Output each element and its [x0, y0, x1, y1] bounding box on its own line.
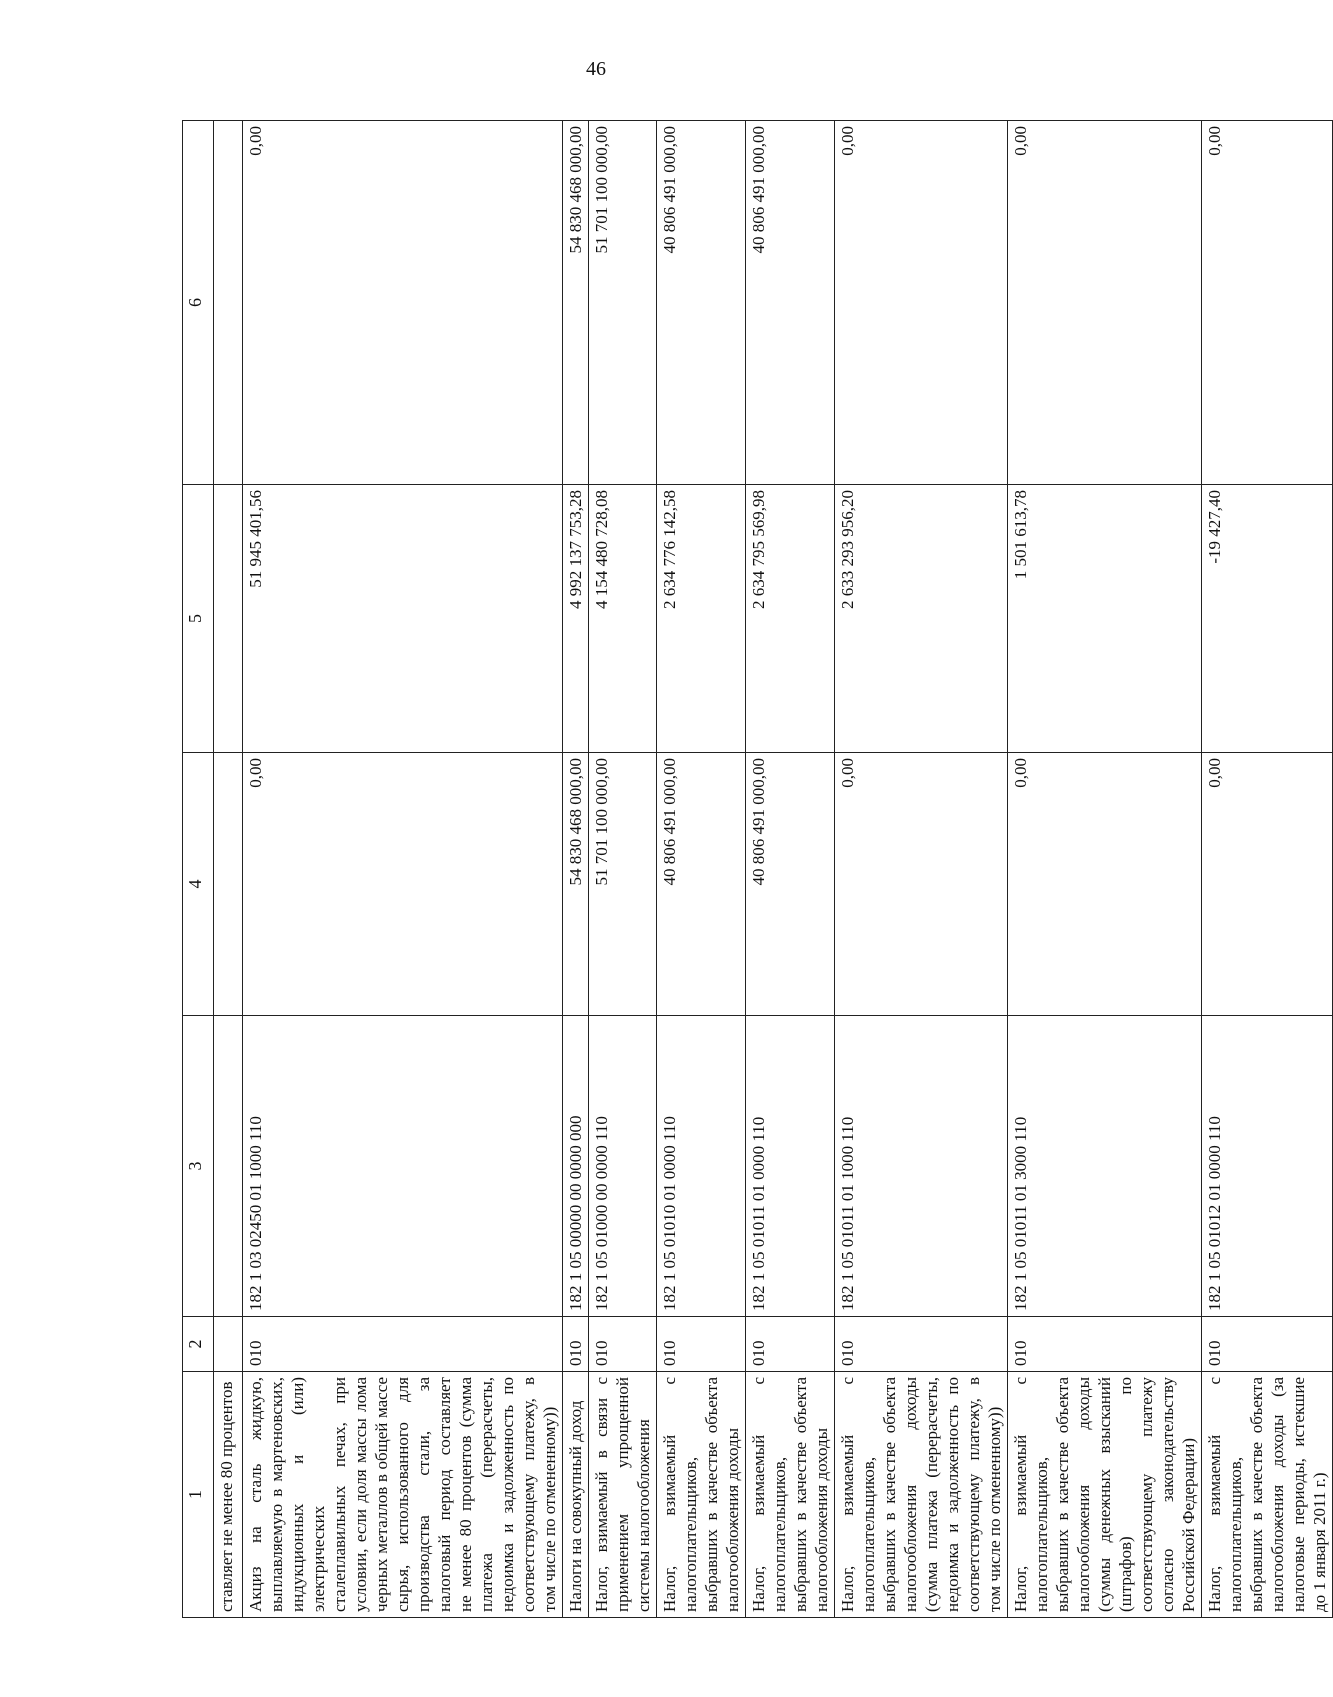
line-code: 010 — [589, 1317, 657, 1372]
empty-cell — [214, 1016, 243, 1317]
revenue-table — [182, 120, 1333, 1618]
income-name: Акциз на сталь жидкую, выплавляемую в мартеновских, индукционных и (или) электрических сталеплавильных печах, при условии, если доля массы лома черных металлов в общей массе сырья, использованного для производства стали, за налоговый период составляет не менее 80 процентов (сумма платежа (перерасчеты, недоимка и задолженность по соответствующему платежу, в том числе по отмененному)) — [243, 1372, 563, 1618]
budget-classification-code: 182 1 05 01012 01 0000 110 — [1202, 1016, 1333, 1317]
col4-value: 54 830 468 000,00 — [563, 753, 589, 1016]
col4-value: 40 806 491 000,00 — [657, 753, 746, 1016]
col5-value: 2 634 776 142,58 — [657, 485, 746, 753]
col6-value: 51 701 100 000,00 — [589, 121, 657, 485]
column-number: 5 — [183, 485, 214, 753]
col4-value: 0,00 — [243, 753, 563, 1016]
col5-value: 1 501 613,78 — [1008, 485, 1202, 753]
line-code: 010 — [1202, 1317, 1333, 1372]
column-number: 2 — [183, 1317, 214, 1372]
col6-value: 54 830 468 000,00 — [563, 121, 589, 485]
col6-value: 0,00 — [1202, 121, 1333, 485]
column-number-row — [183, 121, 214, 1618]
income-name: Налог, взимаемый с налогоплательщиков, выбравших в качестве объекта налогообложения доходы — [657, 1372, 746, 1618]
table-row — [746, 121, 835, 1618]
income-name: Налог, взимаемый с налогоплательщиков, выбравших в качестве объекта налогообложения доходы (за налоговые периоды, истекшие до 1 января 2011 г.) — [1202, 1372, 1333, 1618]
line-code: 010 — [243, 1317, 563, 1372]
budget-classification-code: 182 1 05 01000 00 0000 110 — [589, 1016, 657, 1317]
budget-classification-code: 182 1 05 01010 01 0000 110 — [657, 1016, 746, 1317]
line-code: 010 — [1008, 1317, 1202, 1372]
col4-value: 51 701 100 000,00 — [589, 753, 657, 1016]
table-row — [563, 121, 589, 1618]
table-row — [657, 121, 746, 1618]
rotated-table-wrapper — [182, 121, 1329, 1618]
column-number: 6 — [183, 121, 214, 485]
col4-value: 40 806 491 000,00 — [746, 753, 835, 1016]
table-row — [835, 121, 1008, 1618]
line-code: 010 — [563, 1317, 589, 1372]
income-name: Налог, взимаемый с налогоплательщиков, выбравших в качестве объекта налогообложения доходы (сумма платежа (перерасчеты, недоимка и задолженность по соответствующему платежу, в том числе по отмененному)) — [835, 1372, 1008, 1618]
continuation-row — [214, 121, 243, 1618]
col4-value: 0,00 — [1008, 753, 1202, 1016]
page-number: 46 — [586, 58, 606, 80]
col5-value: 4 992 137 753,28 — [563, 485, 589, 753]
col5-value: 4 154 480 728,08 — [589, 485, 657, 753]
col5-value: -19 427,40 — [1202, 485, 1333, 753]
budget-classification-code: 182 1 05 01011 01 0000 110 — [746, 1016, 835, 1317]
column-number: 1 — [183, 1372, 214, 1618]
empty-cell — [214, 485, 243, 753]
col6-value: 0,00 — [243, 121, 563, 485]
revenue-table-body — [183, 121, 1333, 1618]
col6-value: 0,00 — [835, 121, 1008, 485]
empty-cell — [214, 1317, 243, 1372]
col4-value: 0,00 — [835, 753, 1008, 1016]
col5-value: 2 633 293 956,20 — [835, 485, 1008, 753]
continuation-text: ставляет не менее 80 процентов — [214, 1372, 243, 1618]
col5-value: 2 634 795 569,98 — [746, 485, 835, 753]
budget-classification-code: 182 1 05 01011 01 3000 110 — [1008, 1016, 1202, 1317]
col6-value: 0,00 — [1008, 121, 1202, 485]
empty-cell — [214, 121, 243, 485]
line-code: 010 — [835, 1317, 1008, 1372]
table-row — [589, 121, 657, 1618]
empty-cell — [214, 753, 243, 1016]
budget-classification-code: 182 1 05 01011 01 1000 110 — [835, 1016, 1008, 1317]
col4-value: 0,00 — [1202, 753, 1333, 1016]
income-name: Налог, взимаемый с налогоплательщиков, выбравших в качестве объекта налогообложения доходы (суммы денежных взысканий (штрафов) по соответствующему платежу согласно законодательству Российской Федерации) — [1008, 1372, 1202, 1618]
income-name: Налог, взимаемый в связи с применением упрощенной системы налогообложения — [589, 1372, 657, 1618]
line-code: 010 — [657, 1317, 746, 1372]
income-name: Налог, взимаемый с налогоплательщиков, выбравших в качестве объекта налогообложения доходы — [746, 1372, 835, 1618]
table-row — [1008, 121, 1202, 1618]
budget-classification-code: 182 1 03 02450 01 1000 110 — [243, 1016, 563, 1317]
col6-value: 40 806 491 000,00 — [746, 121, 835, 485]
col6-value: 40 806 491 000,00 — [657, 121, 746, 485]
column-number: 3 — [183, 1016, 214, 1317]
income-name: Налоги на совокупный доход — [563, 1372, 589, 1618]
col5-value: 51 945 401,56 — [243, 485, 563, 753]
budget-classification-code: 182 1 05 00000 00 0000 000 — [563, 1016, 589, 1317]
column-number: 4 — [183, 753, 214, 1016]
line-code: 010 — [746, 1317, 835, 1372]
table-row — [1202, 121, 1333, 1618]
table-row — [243, 121, 563, 1618]
